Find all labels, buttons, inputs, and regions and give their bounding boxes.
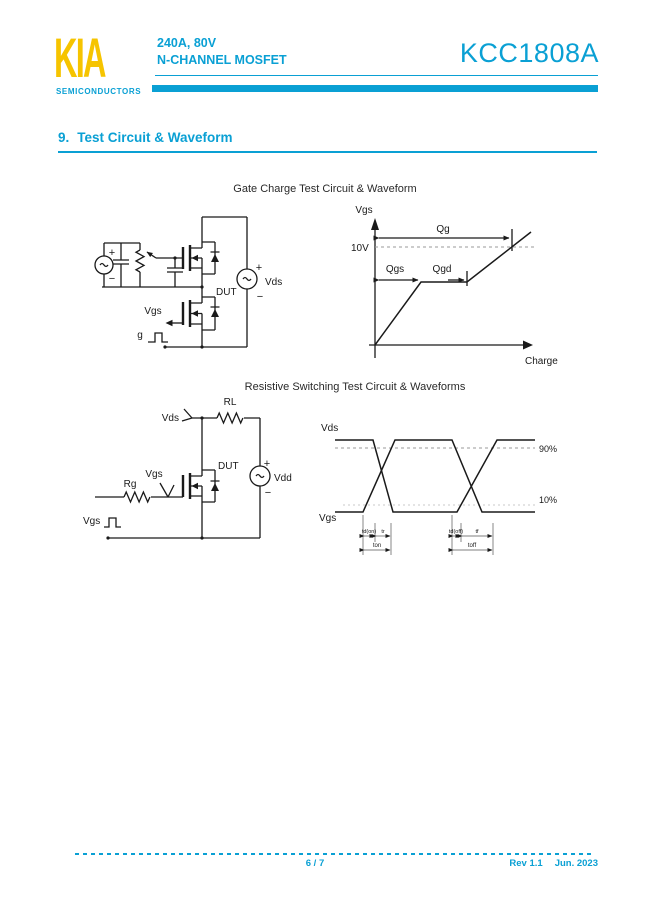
source-minus: − [108,273,116,285]
vgs-label: Vgs [144,306,162,317]
td-on-label: td(on) [361,529,377,535]
dut-mosfet-symbol [183,287,237,347]
body-diode-icon [211,297,220,330]
section-number: 9. [58,130,70,145]
level-90-label: 90% [539,444,558,454]
capacitor-c2 [167,258,183,287]
timing-guides [363,515,493,555]
vgs-pulse-label: Vgs [83,516,101,527]
qg-label: Qg [436,224,450,235]
source-plus: + [108,247,116,259]
vgs-pulse-annotation [83,516,121,527]
y-axis-arrow-icon [371,218,379,230]
td-off-label: td(off) [448,529,464,535]
turn-on-timing [362,529,390,550]
qgs-annotation [379,264,418,280]
channel-arrow-icon [192,483,199,489]
turn-off-timing [449,529,492,550]
threshold-label: 10V [351,243,369,254]
dut-label: DUT [218,461,239,472]
wiper-arrow-icon [147,252,156,258]
vds-probe-icon [182,409,192,421]
pulse-glyph-icon [148,333,168,342]
qg-annotation [379,224,512,251]
page-number: 6 / 7 [305,858,325,869]
device-rating [157,35,287,69]
vds-minus: − [256,291,264,303]
resistor-rg-icon [124,492,150,502]
vdd-plus: + [263,458,271,470]
header-rule-thick [152,85,598,92]
potentiometer [136,243,156,287]
vdd-source [250,458,292,499]
capacitor-c1 [113,243,129,287]
vds-plus: + [255,262,263,274]
part-number: KCC1808A [459,38,599,68]
vdd-minus: − [264,487,272,499]
source-squiggle-icon [256,475,264,478]
gate-label: g [137,330,143,341]
channel-arrow-icon [192,255,199,261]
y-axis-label: Vgs [355,205,373,216]
body-diode-icon [211,470,220,502]
section-title: Test Circuit & Waveform [77,130,233,145]
source-squiggle-icon [100,264,108,267]
vds-probe-label: Vds [161,413,179,424]
rl-label: RL [223,397,237,408]
vgs-probe-icon [160,483,174,497]
device-type: N-CHANNEL MOSFET [157,53,287,67]
resistor-rl-icon [217,413,243,423]
vgs-probe-label: Vgs [145,469,163,480]
source-squiggle-icon [243,278,251,281]
tr-label: tr [381,529,385,535]
level-10-label: 10% [539,495,558,505]
logo-subtitle: SEMICONDUCTORS [56,87,142,96]
gate-network [156,256,183,287]
revision-label: Rev 1.1 [509,858,543,869]
vgs-trace-label: Vgs [319,513,337,524]
revision-info [509,858,598,869]
axes [355,205,558,367]
resistive-switching-title: Resistive Switching Test Circuit & Waveforms [244,381,466,393]
channel-arrow-icon [192,310,199,316]
vds-trace [335,440,535,512]
x-axis-arrow-icon [523,341,533,350]
dut-label: DUT [216,287,237,298]
gate-charge-waveform [335,198,575,373]
vgs-trace [335,440,535,512]
gate-drive-annotations [137,306,183,342]
gate-branch [95,469,183,502]
tf-label: tf [475,529,479,535]
ton-label: ton [372,543,382,549]
gate-charge-circuit-diagram [88,198,323,363]
resistive-switching-waveform [313,415,575,563]
section-heading [58,130,597,153]
gate-supply-source [95,243,115,287]
rating-line: 240A, 80V [157,36,217,50]
top-branch [162,397,260,538]
pulse-glyph-icon [104,518,121,527]
kia-logo: KIA [54,26,105,89]
toff-label: toff [467,543,477,549]
probe-arrow-icon [166,320,173,326]
qgd-label: Qgd [432,264,452,275]
vds-trace-label: Vds [321,423,339,434]
revision-date: Jun. 2023 [554,858,598,869]
vdd-label: Vdd [274,473,292,484]
vds-source [237,262,282,303]
header-rule-thin [155,75,598,76]
resistive-switching-circuit-diagram [80,390,320,550]
x-axis-label: Charge [525,356,558,367]
vds-label: Vds [265,277,283,288]
upper-mosfet-symbol [183,217,220,287]
gate-charge-title: Gate Charge Test Circuit & Waveform [233,183,417,195]
rg-label: Rg [123,479,137,490]
vgs-charge-curve [375,232,531,345]
footer-divider [75,853,595,855]
body-diode-icon [211,242,220,274]
qgs-label: Qgs [385,264,405,275]
dut-mosfet-symbol [183,418,239,538]
